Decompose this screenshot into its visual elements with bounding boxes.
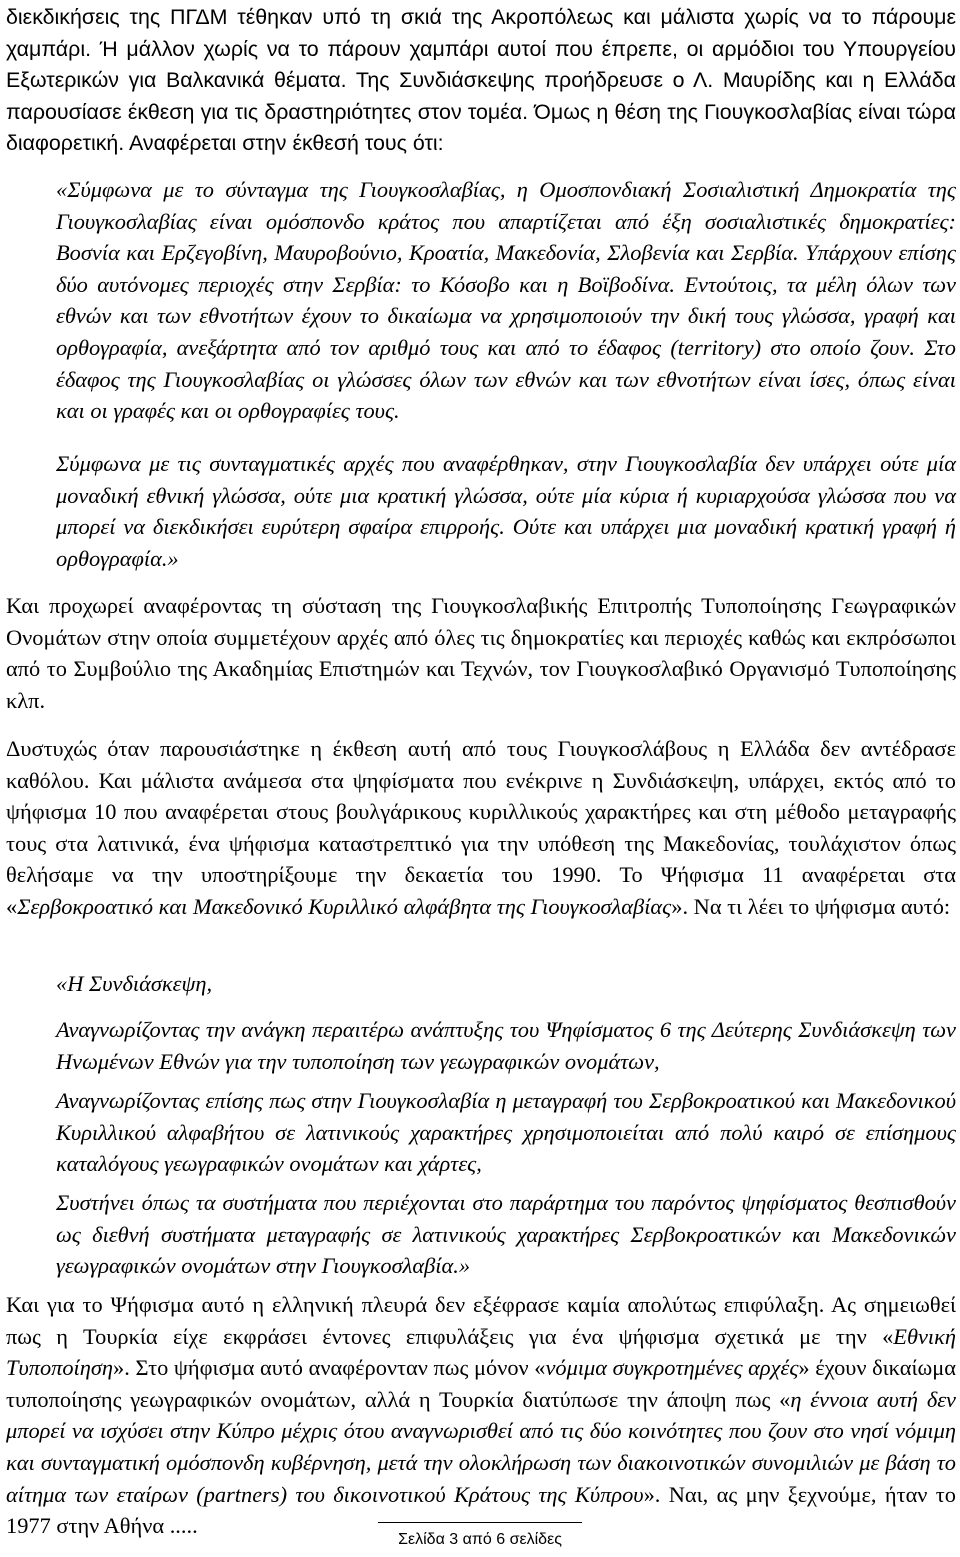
resolution-clause-2: Αναγνωρίζοντας επίσης πως στην Γιουγκοσλαβία η μεταγραφή του Σερβοκροατικού και Μακεδονικού Κυριλλικού αλφαβήτου σε λατινικούς χαρακτήρες χρησιμοποιείται από πολύ καιρό σε επίσημους καταλόγους γεωγραφικών ονομάτων και χάρτες, <box>56 1088 956 1177</box>
page-number-footer: Σελίδα 3 από 6 σελίδες <box>398 1531 562 1548</box>
paragraph-turkey-text-2: ». Στο ψήφισμα αυτό αναφέρονταν πως μόνον « <box>113 1355 546 1381</box>
paragraph-committee: Και προχωρεί αναφέροντας τη σύσταση της Γιουγκοσλαβικής Επιτροπής Τυποποίησης Γεωγραφικών Ονομάτων στην οποία συμμετέχουν αρχές από όλες τις δημοκρατίες και περιοχές καθώς και εκπρόσωποι από το Συμβούλιο της Ακαδημίας Επιστημών και Τεχνών, τον Γιουγκοσλαβικό Οργανισμό Τυποποίησης κλπ. <box>6 593 956 713</box>
paragraph-intro: διεκδικήσεις της ΠΓΔΜ τέθηκαν υπό τη σκιά της Ακροπόλεως και μάλιστα χωρίς να το πάρουμε χαμπάρι. Ή μάλλον χωρίς να το πάρουν χαμπάρι αυτοί που έπρεπε, οι αρμόδιοι του Υπουργείου Εξωτερικών για Βαλκανικά θέματα. Της Συνδιάσκεψης προήδρευσε ο Λ. Μαυρίδης και η Ελλάδα παρουσίασε έκθεση για τις δραστηριότητες στον τομέα. Όμως η θέση της Γιουγκοσλαβίας είναι τώρα διαφορετική. Αναφέρεται στην έκθεσή τους ότι: <box>6 5 956 156</box>
paragraph-turkey-text-3: » έχουν δικαίωμα τυποποίησης γεωγραφικών ονομάτων, αλλά η Τουρκία διατύπωσε την άποψη πως « <box>6 1355 956 1412</box>
lawful-authorities-term: νόμιμα συγκροτημένες αρχές <box>545 1355 799 1381</box>
resolution-heading: «Η Συνδιάσκεψη, <box>56 971 213 996</box>
paragraph-turkey-text: Και για το Ψήφισμα αυτό η ελληνική πλευρά δεν εξέφρασε καμία απολύτως επιφύλαξη. Ας σημειωθεί πως η Τουρκία είχε εκφράσει έντονες επιφυλάξεις για ένα ψήφισμα σχετικά με την « <box>6 1292 956 1349</box>
paragraph-resolution-11-tail: ». Να τι λέει το ψήφισμα αυτό: <box>671 893 951 919</box>
quote-constitution: «Σύμφωνα με το σύνταγμα της Γιουγκοσλαβίας, η Ομοσπονδιακή Σοσιαλιστική Δημοκρατία της Γιουγκοσλαβίας είναι ομόσπονδο κράτος που απαρτίζεται από έξη σοσιαλιστικές δημοκρατίες: Βοσνία και Ερζεγοβίνη, Μαυροβούνιο, Κροατία, Μακεδονία, Σλοβενία και Σερβία. Υπάρχουν επίσης δύο αυτόνομες περιοχές στην Σερβία: το Κόσοβο και η Βοϊβοδίνα. Εντούτοις, τα μέλη όλων των εθνών και των εθνοτήτων έχουν το δικαίωμα να χρησιμοποιούν την δική τους γλώσσα, γραφή και ορθογραφία, ανεξάρτητα από τον αριθμό τους και από το έδαφος (territory) στο οποίο ζουν. Στο έδαφος της Γιουγκοσλαβίας οι γλώσσες όλων των εθνών και των εθνοτήτων είναι ίσες, όπως είναι και οι γραφές και οι ορθογραφίες τους. <box>56 177 956 424</box>
paragraph-turkey <box>6 1289 956 1542</box>
national-standardization-term: Εθνική Τυποποίηση <box>6 1323 956 1381</box>
paragraph-turkey-tail: ». Ναι, ας μην ξεχνούμε, ήταν το 1977 στην Αθήνα ..... <box>6 1481 956 1539</box>
footer-divider <box>378 1522 582 1523</box>
paragraph-resolution-11 <box>6 733 956 923</box>
resolution-clause-1: Αναγνωρίζοντας την ανάγκη περαιτέρω ανάπτυξης του Ψηφίσματος 6 της Δεύτερης Συνδιάσκεψη των Ηνωμένων Εθνών για την τυποποίηση των γεωγραφικών ονομάτων, <box>56 1017 956 1074</box>
turkey-position-quote: η έννοια αυτή δεν μπορεί να ισχύσει στην Κύπρο μέχρις ότου αναγνωρισθεί από τις δύο κοινότητες που ζουν στο νησί νόμιμη και συνταγματική ομόσπονδη κυβέρνηση, μετά την ολοκλήρωση των διακοινοτικών συνομιλιών με βάση το αίτημα των εταίρων (partners) του δικοινοτικού Κράτους της Κύπρου <box>6 1386 956 1507</box>
resolution-11-title: Σερβοκροατικό και Μακεδονικό Κυριλλικό αλφάβητα της Γιουγκοσλαβίας <box>17 893 672 919</box>
resolution-clause-3: Συστήνει όπως τα συστήματα που περιέχονται στο παράρτημα του παρόντος ψηφίσματος θεσπισθούν ως διεθνή συστήματα μεταγραφής σε λατινικούς χαρακτήρες Σερβοκροατικών και Μακεδονικών γεωγραφικών ονομάτων στην Γιουγκοσλαβία.» <box>56 1190 956 1279</box>
paragraph-resolution-11-text: Δυστυχώς όταν παρουσιάστηκε η έκθεση αυτή από τους Γιουγκοσλάβους η Ελλάδα δεν αντέδρασε καθόλου. Και μάλιστα ανάμεσα στα ψηφίσματα που ενέκρινε η Συνδιάσκεψη, υπάρχει, εκτός από το ψήφισμα 10 που αναφέρεται στους βουλγάρικους κυριλλικούς χαρακτήρες και στη μέθοδο μεταγραφής τους στα λατινικά, ένα ψήφισμα καταστρεπτικό για την υπόθεση της Μακεδονίας, τουλάχιστον όπως θελήσαμε να την υποστηρίξουμε την δεκαετία του 1990. Το Ψήφισμα 11 αναφέρεται στα « <box>6 736 956 919</box>
quote-principles: Σύμφωνα με τις συνταγματικές αρχές που αναφέρθηκαν, στην Γιουγκοσλαβία δεν υπάρχει ούτε μία μοναδική εθνική γλώσσα, ούτε μια κρατική γλώσσα, ούτε μία κύρια ή κυριαρχούσα γλώσσα που να μπορεί να διεκδικήσει ευρύτερη σφαίρα επιρροής. Ούτε και υπάρχει μια μοναδική κρατική γραφή ή ορθογραφία.» <box>56 451 956 571</box>
